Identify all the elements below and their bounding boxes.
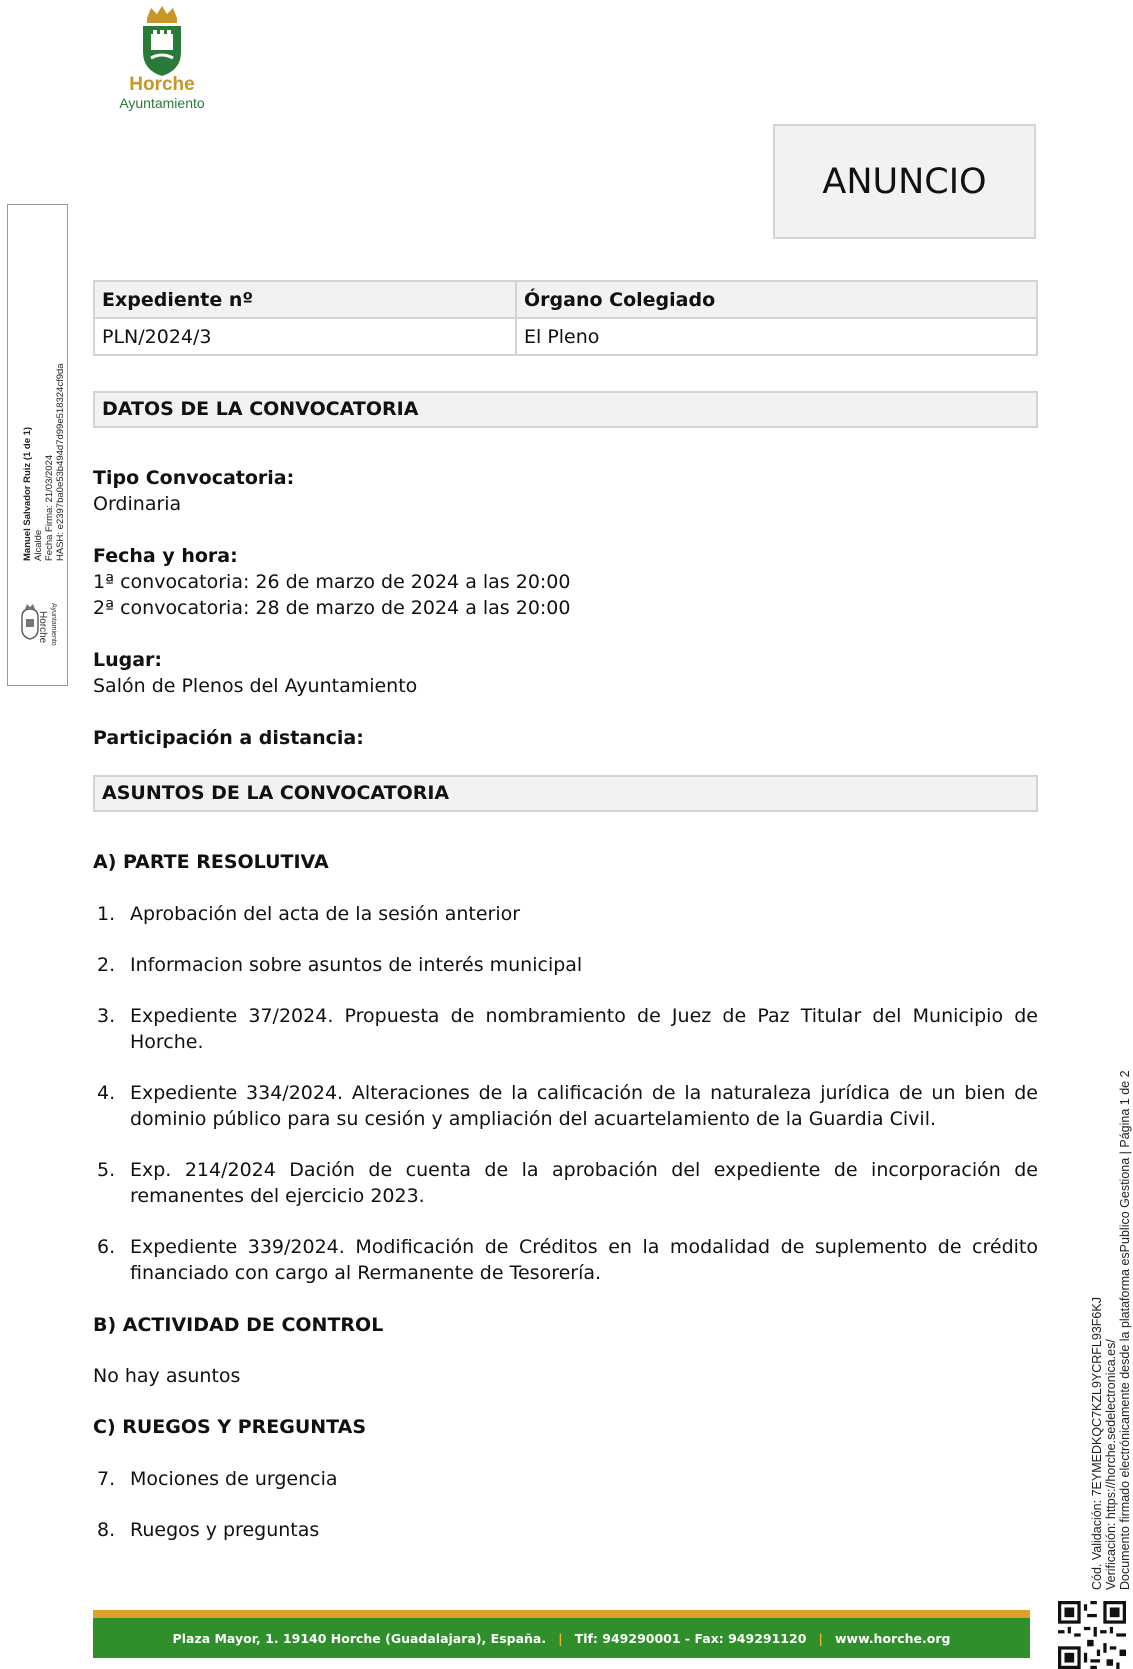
item-number: 4. [97, 1082, 116, 1104]
participacion-label: Participación a distancia: [93, 727, 364, 749]
logo-subtitle: Ayuntamiento [119, 95, 205, 111]
list-item [93, 1466, 1038, 1492]
footer-website: www.horche.org [834, 1630, 951, 1646]
fecha-segunda: 2ª convocatoria: 28 de marzo de 2024 a las 20:00 [93, 597, 571, 619]
item-text: Aprobación del acta de la sesión anterior [130, 903, 521, 925]
document-type-box [773, 124, 1036, 239]
signature-hash: HASH: e2397ba0e53b494d7d99e518324cf9da [55, 363, 66, 561]
footer-accent-stripe [93, 1610, 1030, 1618]
item-number: 3. [97, 1005, 116, 1027]
table-header-row [94, 281, 1037, 318]
organo-header: Órgano Colegiado [516, 281, 1037, 318]
footer-address: Plaza Mayor, 1. 19140 Horche (Guadalajara), España. [172, 1630, 547, 1646]
qr-code-icon [1058, 1601, 1126, 1669]
seal-town: Horche [37, 611, 48, 644]
list-item [93, 1080, 1038, 1132]
item-text: Ruegos y preguntas [130, 1519, 320, 1541]
list-item [93, 952, 1038, 978]
parte-c-heading: C) RUEGOS Y PREGUNTAS [93, 1416, 367, 1438]
tipo-label: Tipo Convocatoria: [93, 467, 295, 489]
organo-value: El Pleno [516, 318, 1037, 355]
validation-note: Documento firmado electrónicamente desde la plataforma esPublico Gestiona | Página 1 de 2 [1118, 1070, 1132, 1590]
footer-separator: | [818, 1630, 823, 1646]
municipal-logo [110, 4, 214, 110]
validation-text [1090, 1070, 1132, 1590]
item-number: 8. [97, 1519, 116, 1541]
item-text: Exp. 214/2024 Dación de cuenta de la aprobación del expediente de incorporación de remanentes del ejercicio 2023. [130, 1159, 1038, 1207]
item-text: Informacion sobre asuntos de interés municipal [130, 954, 583, 976]
item-number: 5. [97, 1159, 116, 1181]
item-text: Mociones de urgencia [130, 1468, 338, 1490]
signature-date: Fecha Firma: 21/03/2024 [44, 454, 55, 561]
datos-section-header: DATOS DE LA CONVOCATORIA [93, 391, 1038, 428]
logo-town-name: Horche [129, 74, 195, 95]
expediente-header: Expediente nº [94, 281, 516, 318]
validation-url: Verificación: https://horche.sedelectronica.es/ [1104, 1339, 1118, 1590]
signature-box [7, 204, 68, 686]
signer-role: Alcalde [33, 529, 44, 561]
item-text: Expediente 339/2024. Modificación de Créditos en la modalidad de suplemento de crédito financiado con cargo al Rermanente de Tesorería. [130, 1236, 1038, 1284]
document-type-title: ANUNCIO [822, 161, 987, 202]
parte-b-heading: B) ACTIVIDAD DE CONTROL [93, 1314, 384, 1336]
item-number: 7. [97, 1468, 116, 1490]
list-item [93, 1234, 1038, 1286]
list-item [93, 1517, 1038, 1543]
expediente-table [93, 280, 1038, 356]
parte-b-text: No hay asuntos [93, 1365, 241, 1387]
horche-crest-icon [137, 4, 187, 76]
item-number: 6. [97, 1236, 116, 1258]
asuntos-section-header: ASUNTOS DE LA CONVOCATORIA [93, 775, 1038, 812]
horche-seal-icon [16, 599, 64, 647]
item-number: 1. [97, 903, 116, 925]
fecha-primera: 1ª convocatoria: 26 de marzo de 2024 a las 20:00 [93, 571, 571, 593]
tipo-value: Ordinaria [93, 493, 182, 515]
validation-code: Cód. Validación: 7EYMEDKQC7KZL9YCRFL93F6KJ [1090, 1297, 1104, 1590]
list-item [93, 1157, 1038, 1209]
list-item [93, 901, 1038, 927]
item-text: Expediente 37/2024. Propuesta de nombramiento de Juez de Paz Titular del Municipio de Horche. [130, 1005, 1038, 1053]
page-footer [93, 1618, 1030, 1658]
table-row [94, 318, 1037, 355]
footer-separator: | [558, 1630, 563, 1646]
seal-subtitle: Ayuntamiento [50, 603, 57, 646]
item-number: 2. [97, 954, 116, 976]
expediente-value: PLN/2024/3 [94, 318, 516, 355]
footer-phone: Tlf: 949290001 - Fax: 949291120 [574, 1630, 807, 1646]
signature-text [22, 341, 66, 561]
fecha-label: Fecha y hora: [93, 545, 238, 567]
parte-a-heading: A) PARTE RESOLUTIVA [93, 851, 329, 873]
item-text: Expediente 334/2024. Alteraciones de la calificación de la naturaleza jurídica de un bien de dominio público para su cesión y ampliación del acuartelamiento de la Guardia Civil. [130, 1082, 1038, 1130]
lugar-label: Lugar: [93, 649, 163, 671]
signer-name: Manuel Salvador Ruiz (1 de 1) [22, 426, 33, 561]
list-item [93, 1003, 1038, 1055]
lugar-value: Salón de Plenos del Ayuntamiento [93, 675, 418, 697]
